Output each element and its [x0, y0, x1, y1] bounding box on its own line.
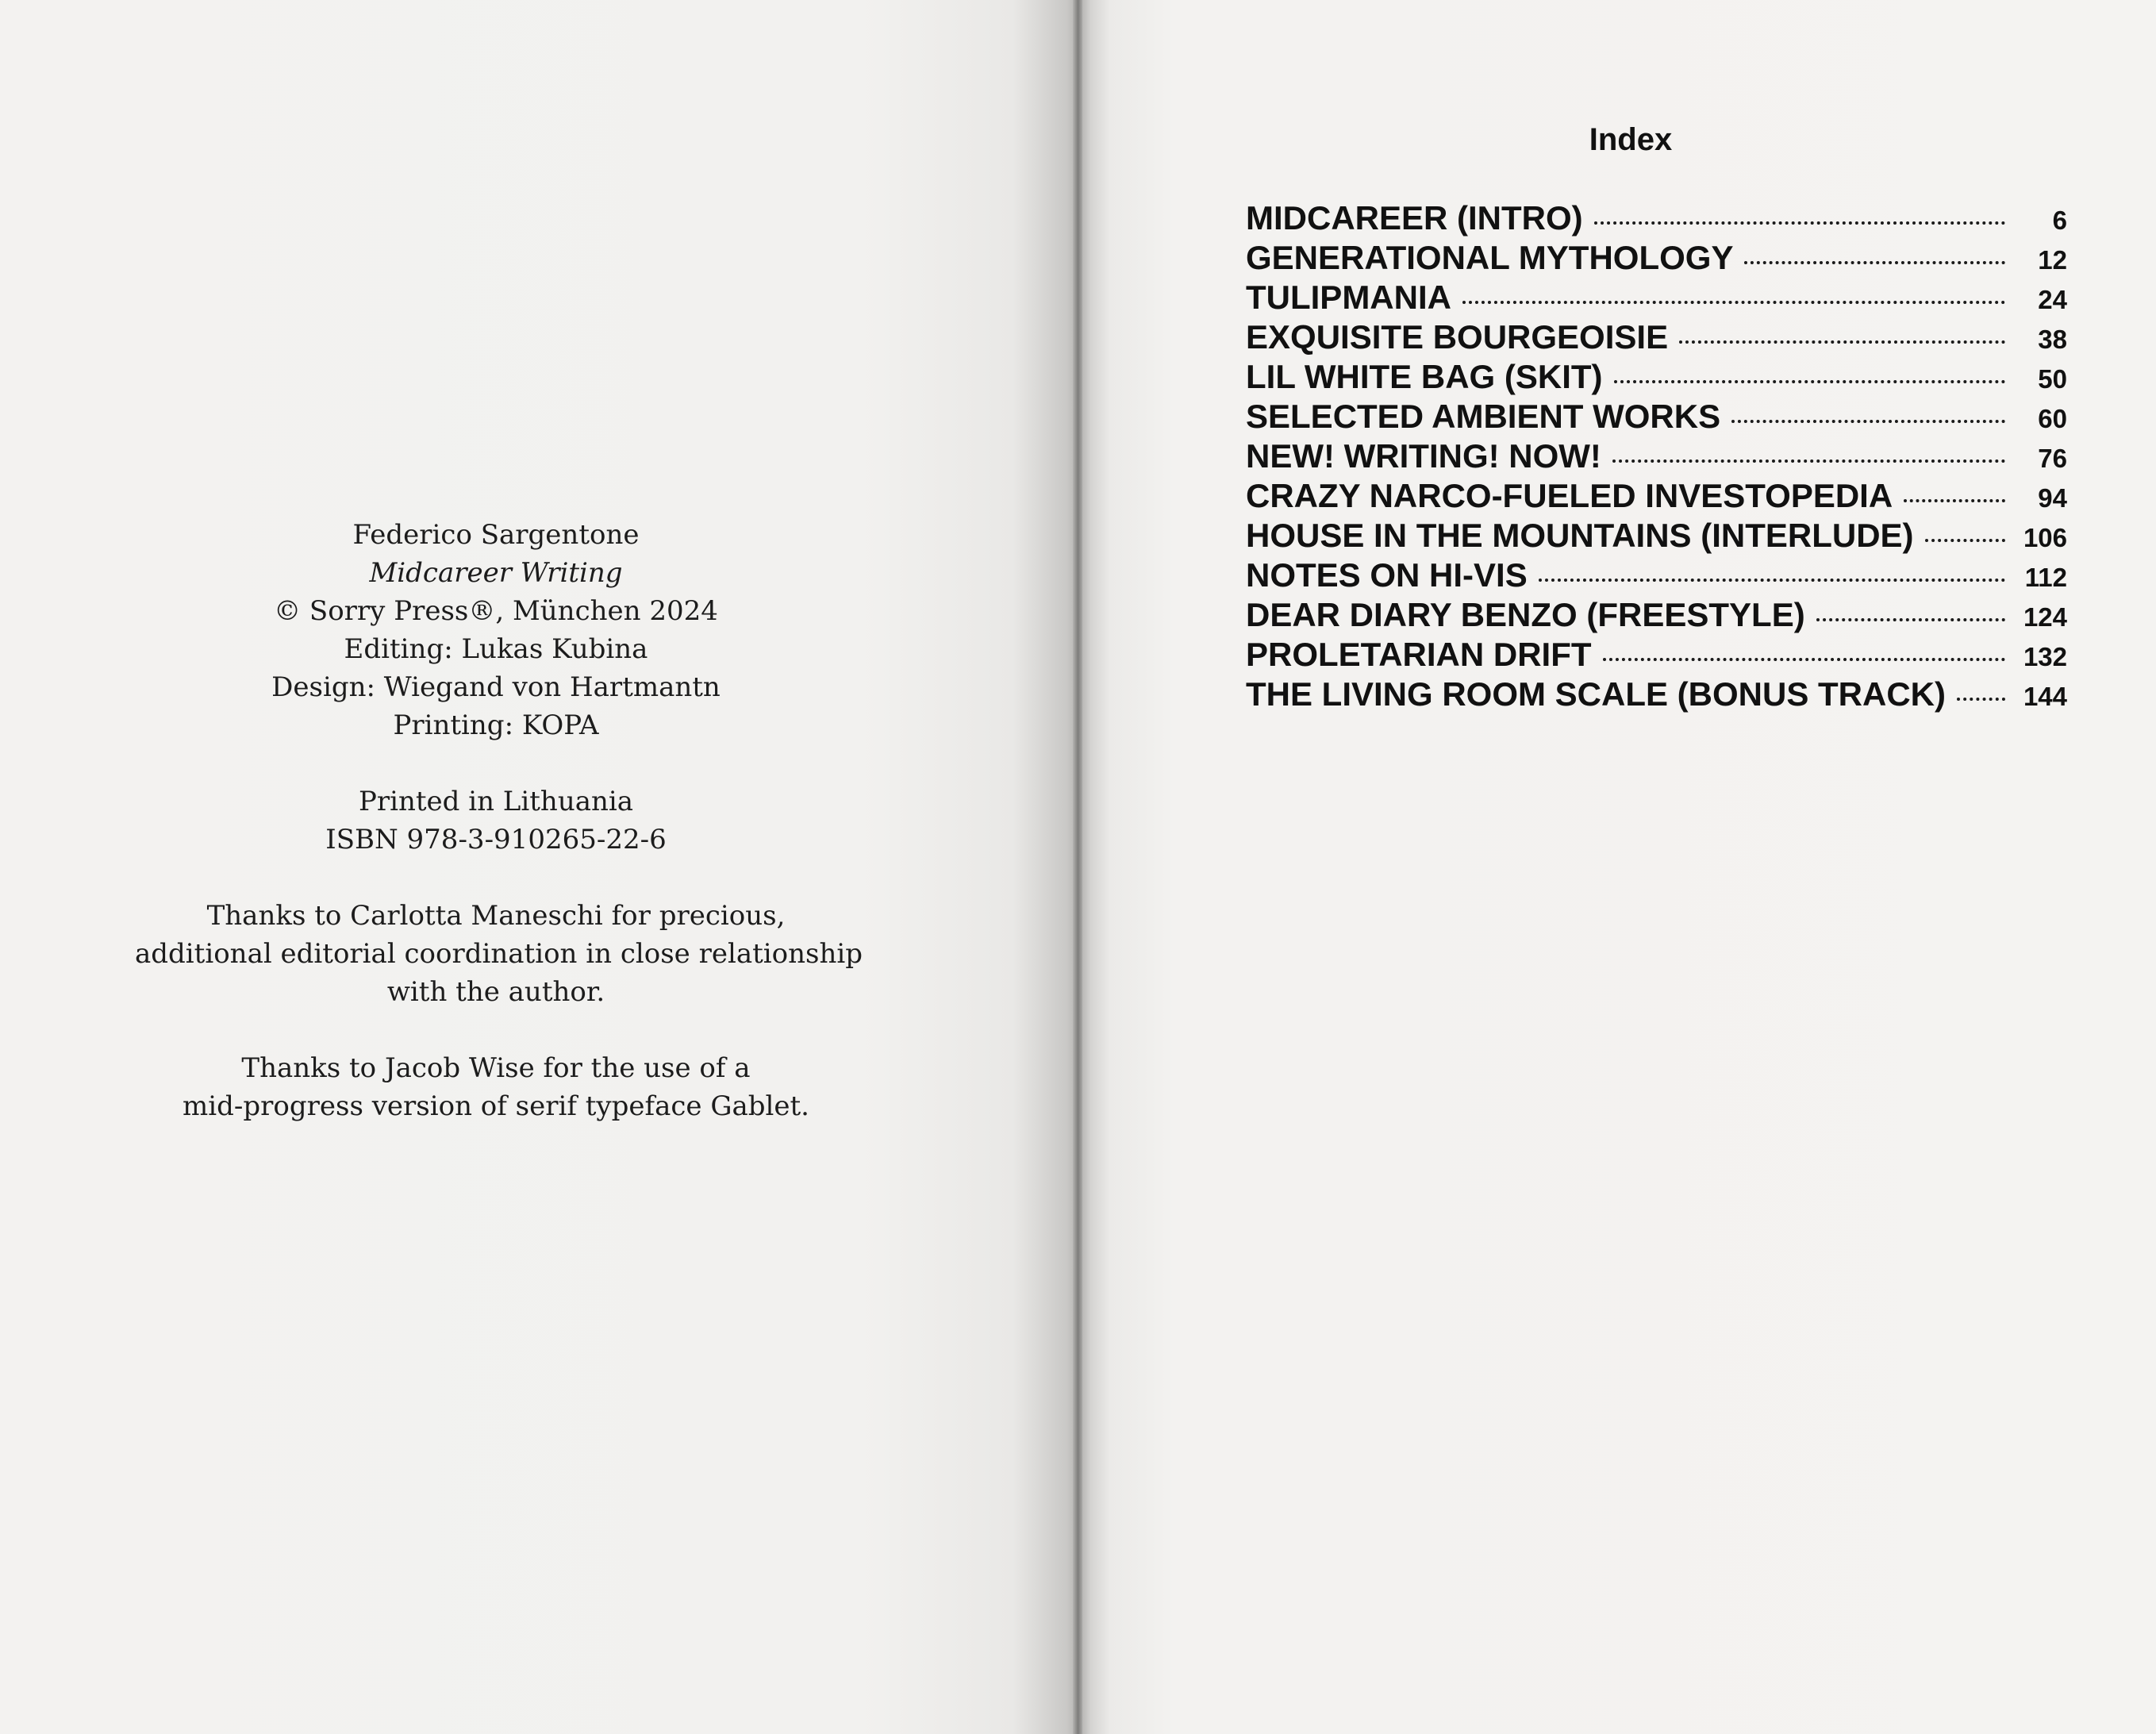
dot-leader [1612, 459, 2005, 463]
toc-entry-page: 144 [2023, 682, 2067, 711]
toc-entry-page: 76 [2038, 444, 2067, 473]
toc-entry-page: 50 [2038, 364, 2067, 394]
toc-entry-page: 112 [2024, 563, 2067, 592]
toc-entry [1246, 436, 2067, 476]
toc-entry-page: 124 [2023, 602, 2067, 632]
dot-leader [1731, 420, 2005, 423]
colophon [135, 516, 863, 1125]
colophon-spacer [135, 744, 857, 782]
colophon-thanks-editorial: additional editorial coordination in close relationship [135, 938, 863, 970]
colophon-printing: Printing: KOPA [393, 709, 599, 741]
dot-leader [1816, 618, 2005, 621]
toc-entry-title: LIL WHITE BAG (SKIT) [1246, 358, 1603, 395]
toc-entry-page: 94 [2038, 483, 2067, 513]
dot-leader [1957, 698, 2005, 701]
toc-entry-page: 106 [2023, 523, 2067, 552]
toc-entry-title: PROLETARIAN DRIFT [1246, 636, 1592, 673]
dot-leader [1614, 380, 2005, 383]
toc-entry-title: TULIPMANIA [1246, 279, 1451, 316]
toc-entry-page: 38 [2038, 325, 2067, 354]
colophon-printed-in: Printed in Lithuania [358, 786, 634, 817]
colophon-copyright: © Sorry Press®, München 2024 [274, 595, 718, 627]
toc-entry-page: 24 [2038, 285, 2067, 314]
dot-leader [1679, 340, 2005, 344]
toc-entry-title: SELECTED AMBIENT WORKS [1246, 398, 1721, 435]
toc-entry-title: GENERATIONAL MYTHOLOGY [1246, 239, 1734, 276]
colophon-thanks-typeface: mid-progress version of serif typeface Gablet. [183, 1090, 809, 1122]
colophon-author: Federico Sargentone [352, 519, 640, 551]
dot-leader [1594, 221, 2005, 225]
colophon-isbn: ISBN 978-3-910265-22-6 [325, 824, 667, 855]
toc-entry [1246, 556, 2067, 595]
toc-entry [1246, 595, 2067, 635]
colophon-spacer [135, 1011, 857, 1049]
book-gutter [1073, 0, 1082, 1734]
colophon-book-title: Midcareer Writing [369, 557, 623, 589]
colophon-editing: Editing: Lukas Kubina [344, 633, 648, 665]
toc-entry-title: NEW! WRITING! NOW! [1246, 437, 1601, 475]
toc-entry [1246, 635, 2067, 675]
toc-entry-title: EXQUISITE BOURGEOISIE [1246, 318, 1669, 356]
toc-entry [1246, 397, 2067, 436]
dot-leader [1904, 499, 2005, 502]
toc-entry-title: HOUSE IN THE MOUNTAINS (INTERLUDE) [1246, 517, 1914, 554]
toc-entry-title: DEAR DIARY BENZO (FREESTYLE) [1246, 596, 1805, 633]
dot-leader [1744, 261, 2005, 264]
table-of-contents [1246, 198, 2067, 714]
toc-entry [1246, 357, 2067, 397]
colophon-thanks-editorial: with the author. [386, 976, 605, 1008]
toc-entry-title: NOTES ON HI-VIS [1246, 556, 1528, 594]
toc-entry [1246, 675, 2067, 714]
toc-entry-title: CRAZY NARCO-FUELED INVESTOPEDIA [1246, 477, 1893, 514]
toc-entry-page: 132 [2023, 642, 2067, 671]
dot-leader [1462, 301, 2005, 304]
index-title: Index [1589, 122, 1673, 157]
toc-entry-page: 60 [2038, 404, 2067, 433]
dot-leader [1925, 539, 2005, 542]
toc-entry [1246, 278, 2067, 317]
toc-entry-page: 6 [2052, 206, 2067, 235]
toc-entry [1246, 238, 2067, 278]
dot-leader [1603, 658, 2005, 661]
toc-entry [1246, 198, 2067, 238]
colophon-spacer [135, 859, 857, 897]
colophon-thanks-typeface: Thanks to Jacob Wise for the use of a [241, 1052, 751, 1084]
dot-leader [1539, 579, 2005, 582]
colophon-design: Design: Wiegand von Hartmantn [271, 671, 721, 703]
toc-entry [1246, 476, 2067, 516]
toc-entry-title: THE LIVING ROOM SCALE (BONUS TRACK) [1246, 675, 1946, 713]
toc-entry-page: 12 [2038, 245, 2067, 275]
colophon-thanks-editorial: Thanks to Carlotta Maneschi for precious, [206, 900, 786, 932]
toc-entry [1246, 317, 2067, 357]
toc-entry-title: MIDCAREER (INTRO) [1246, 199, 1583, 236]
toc-entry [1246, 516, 2067, 556]
